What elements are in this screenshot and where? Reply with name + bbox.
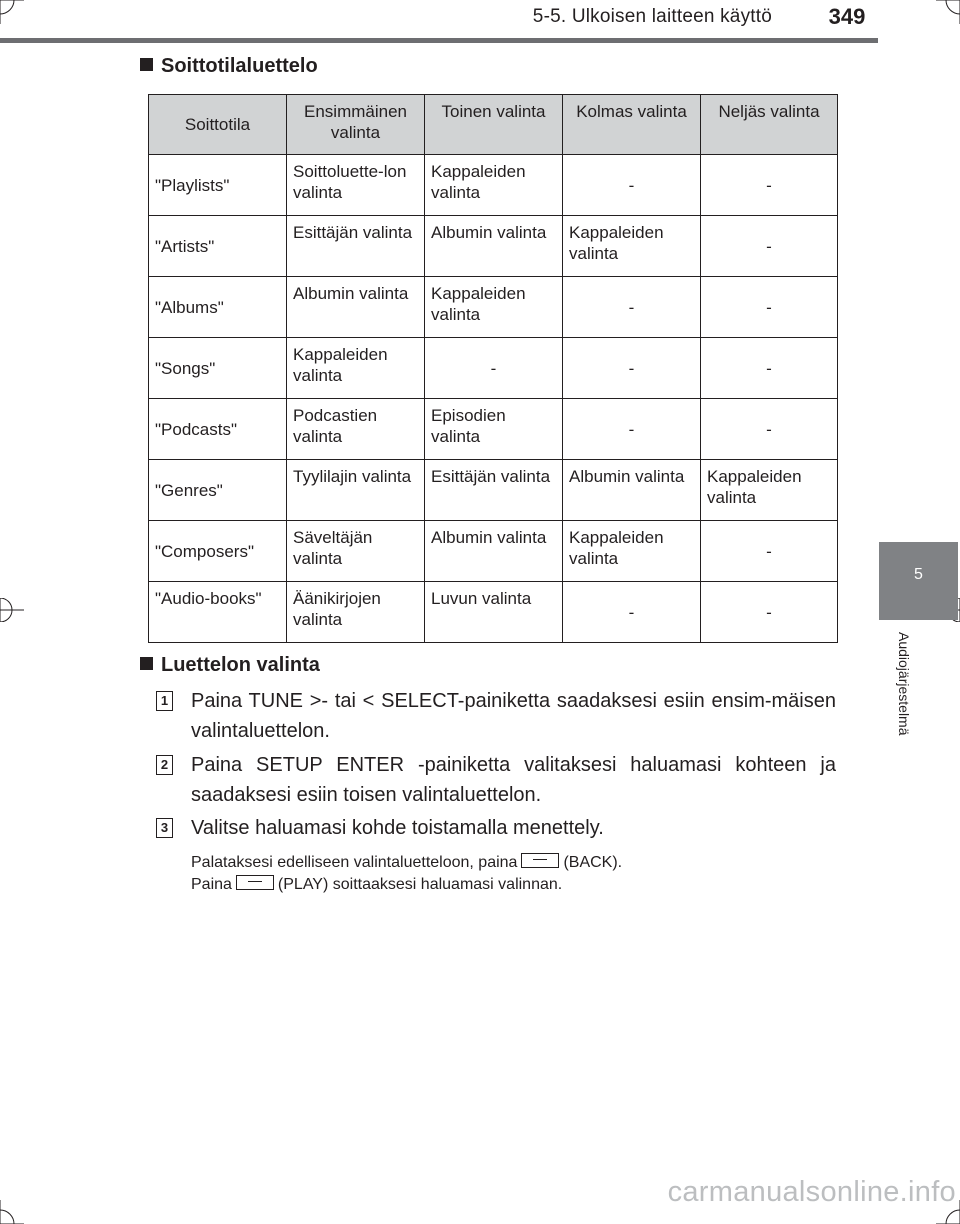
selection-cell: Luvun valinta [425, 582, 563, 643]
table-row [149, 582, 838, 643]
selection-cell: Kappaleiden valinta [701, 460, 838, 521]
page-number: 349 [828, 4, 866, 29]
selection-cell: - [701, 216, 838, 277]
selection-cell: - [563, 582, 701, 643]
table-row [149, 216, 838, 277]
table-header-row [149, 95, 838, 155]
crop-mark-mid-left-icon [0, 598, 24, 622]
crop-mark-top-left-icon [0, 0, 24, 24]
watermark: carmanualsonline.info [667, 1176, 956, 1208]
chapter-side-label: Audiojärjestelmä [896, 632, 912, 736]
column-header: Kolmas valinta [563, 95, 701, 155]
row-mode-cell: "Podcasts" [149, 399, 287, 460]
row-mode-cell: "Artists" [149, 216, 287, 277]
table-row [149, 155, 838, 216]
selection-cell: Tyylilajin valinta [287, 460, 425, 521]
square-bullet-icon [140, 657, 153, 670]
note-play-prefix: Paina [191, 876, 232, 893]
chapter-tab: 5 [879, 542, 958, 620]
playlist-section-heading [140, 55, 318, 78]
selection-cell: Kappaleiden valinta [563, 521, 701, 582]
column-header: Soittotila [149, 95, 287, 155]
selection-cell: Kappaleiden valinta [563, 216, 701, 277]
step-item [156, 686, 836, 746]
selection-cell: - [563, 399, 701, 460]
step-item [156, 750, 836, 810]
step-number: 2 [156, 755, 173, 775]
table-row [149, 338, 838, 399]
row-mode-cell: "Playlists" [149, 155, 287, 216]
selection-cell: - [563, 338, 701, 399]
row-mode-cell: "Genres" [149, 460, 287, 521]
step-text: Valitse haluamasi kohde toistamalla menettely. [191, 817, 604, 839]
selection-cell: - [563, 277, 701, 338]
playlist-heading-text: Soittotilaluettelo [161, 55, 318, 77]
square-bullet-icon [140, 58, 153, 71]
selection-cell: - [701, 155, 838, 216]
selection-cell: Albumin valinta [563, 460, 701, 521]
selection-cell: Albumin valinta [287, 277, 425, 338]
note-back [191, 853, 831, 873]
selection-cell: - [701, 582, 838, 643]
row-mode-cell: "Albums" [149, 277, 287, 338]
row-mode-cell: "Audio-books" [149, 582, 287, 643]
section-title: 5-5. Ulkoisen laitteen käyttö [532, 6, 772, 27]
list-heading-text: Luettelon valinta [161, 654, 320, 676]
column-header: Neljäs valinta [701, 95, 838, 155]
note-back-suffix: (BACK). [563, 854, 623, 871]
play-button-icon [236, 875, 274, 890]
selection-cell: Albumin valinta [425, 216, 563, 277]
list-section-heading [140, 654, 320, 677]
note-back-prefix: Palataksesi edelliseen valintaluetteloon, paina [191, 854, 518, 871]
table-row [149, 277, 838, 338]
crop-mark-top-right-icon [936, 0, 960, 24]
selection-cell: - [701, 521, 838, 582]
selection-cell: - [563, 155, 701, 216]
selection-cell: Episodien valinta [425, 399, 563, 460]
playlist-table [148, 94, 838, 643]
table-row [149, 460, 838, 521]
selection-cell: Albumin valinta [425, 521, 563, 582]
selection-cell: - [701, 338, 838, 399]
note-play-suffix: (PLAY) soittaaksesi haluamasi valinnan. [277, 876, 563, 893]
step-item [156, 813, 836, 843]
header-rule [0, 38, 878, 43]
row-mode-cell: "Songs" [149, 338, 287, 399]
column-header: Ensimmäinen valinta [287, 95, 425, 155]
table-row [149, 399, 838, 460]
selection-cell: - [701, 399, 838, 460]
row-mode-cell: "Composers" [149, 521, 287, 582]
step-text: Paina SETUP ENTER -painiketta valitaksesi haluamasi kohteen ja saadaksesi esiin toisen valintaluettelon. [191, 754, 836, 806]
selection-cell: Säveltäjän valinta [287, 521, 425, 582]
selection-cell: - [701, 277, 838, 338]
selection-cell: - [425, 338, 563, 399]
step-number: 3 [156, 818, 173, 838]
table-row [149, 521, 838, 582]
selection-cell: Kappaleiden valinta [425, 277, 563, 338]
note-play [191, 875, 831, 895]
step-text: Paina TUNE >- tai < SELECT-painiketta saadaksesi esiin ensim-mäisen valintaluettelon. [191, 690, 836, 742]
selection-cell: Kappaleiden valinta [425, 155, 563, 216]
selection-cell: Podcastien valinta [287, 399, 425, 460]
back-button-icon [521, 853, 559, 868]
column-header: Toinen valinta [425, 95, 563, 155]
step-number: 1 [156, 691, 173, 711]
selection-cell: Kappaleiden valinta [287, 338, 425, 399]
crop-mark-bottom-left-icon [0, 1200, 24, 1224]
selection-cell: Soittoluette-lon valinta [287, 155, 425, 216]
selection-cell: Esittäjän valinta [287, 216, 425, 277]
selection-cell: Esittäjän valinta [425, 460, 563, 521]
selection-cell: Äänikirjojen valinta [287, 582, 425, 643]
